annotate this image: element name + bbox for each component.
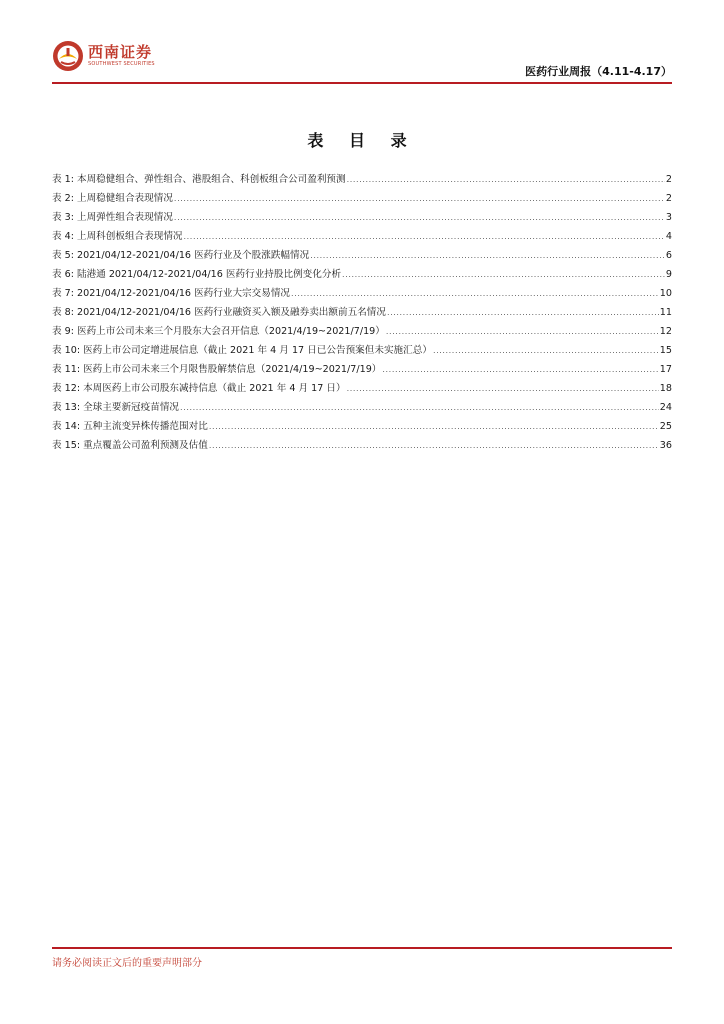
toc-leader-dots bbox=[342, 265, 665, 284]
toc-leader-dots bbox=[184, 227, 665, 246]
toc-entry[interactable] bbox=[52, 379, 672, 398]
toc-entry[interactable] bbox=[52, 303, 672, 322]
toc-entry-label: 表 1: bbox=[52, 174, 74, 185]
toc-entry[interactable] bbox=[52, 360, 672, 379]
toc-entry-text: 医药上市公司未来三个月限售股解禁信息（2021/4/19~2021/7/19） bbox=[83, 364, 382, 375]
toc-entry[interactable] bbox=[52, 189, 672, 208]
toc-entry-label: 表 2: bbox=[52, 193, 74, 204]
toc-leader-dots bbox=[291, 284, 659, 303]
toc-entry-text: 全球主要新冠疫苗情况 bbox=[83, 402, 180, 413]
toc-entry-text: 医药上市公司定增进展信息（截止 2021 年 4 月 17 日已公告预案但未实施汇总） bbox=[83, 345, 432, 356]
disclaimer-note: 请务必阅读正文后的重要声明部分 bbox=[52, 958, 202, 969]
toc-entry-text: 重点覆盖公司盈利预测及估值 bbox=[83, 440, 208, 451]
toc-leader-dots bbox=[180, 398, 659, 417]
toc-leader-dots bbox=[209, 417, 659, 436]
toc-entry-text: 2021/04/12-2021/04/16 医药行业大宗交易情况 bbox=[76, 288, 291, 299]
header-divider bbox=[52, 82, 672, 84]
toc-entry-page: 2 bbox=[665, 174, 672, 185]
toc-leader-dots bbox=[174, 189, 665, 208]
toc-entry[interactable] bbox=[52, 284, 672, 303]
toc-entry-label: 表 6: bbox=[52, 269, 74, 280]
footer-divider bbox=[52, 947, 672, 949]
toc-entry[interactable] bbox=[52, 208, 672, 227]
toc-entry[interactable] bbox=[52, 436, 672, 455]
toc-entry-page: 2 bbox=[665, 193, 672, 204]
toc-entry-text: 陆港通 2021/04/12-2021/04/16 医药行业持股比例变化分析 bbox=[76, 269, 342, 280]
table-of-tables bbox=[52, 170, 672, 455]
toc-entry[interactable] bbox=[52, 322, 672, 341]
toc-leader-dots bbox=[433, 341, 659, 360]
toc-entry[interactable] bbox=[52, 227, 672, 246]
toc-entry-label: 表 3: bbox=[52, 212, 74, 223]
toc-entry-label: 表 15: bbox=[52, 440, 81, 451]
toc-entry-label: 表 14: bbox=[52, 421, 81, 432]
toc-entry-text: 五种主流变异株传播范围对比 bbox=[83, 421, 208, 432]
toc-entry[interactable] bbox=[52, 265, 672, 284]
toc-entry-label: 表 9: bbox=[52, 326, 74, 337]
toc-leader-dots bbox=[209, 436, 659, 455]
toc-entry-label: 表 12: bbox=[52, 383, 81, 394]
toc-entry-text: 本周医药上市公司股东减持信息（截止 2021 年 4 月 17 日） bbox=[83, 383, 346, 394]
logo-english-name: SOUTHWEST SECURITIES bbox=[88, 61, 155, 67]
toc-entry[interactable] bbox=[52, 246, 672, 265]
logo-chinese-name: 西南证券 bbox=[88, 43, 153, 61]
toc-leader-dots bbox=[174, 208, 665, 227]
toc-entry-text: 上周科创板组合表现情况 bbox=[76, 231, 183, 242]
toc-entry[interactable] bbox=[52, 341, 672, 360]
toc-entry-page: 15 bbox=[659, 345, 672, 356]
toc-entry-page: 12 bbox=[659, 326, 672, 337]
page-header bbox=[52, 38, 672, 82]
report-title: 医药行业周报（4.11-4.17） bbox=[525, 65, 672, 78]
toc-leader-dots bbox=[347, 170, 665, 189]
toc-entry-text: 医药上市公司未来三个月股东大会召开信息（2021/4/19~2021/7/19） bbox=[76, 326, 385, 337]
toc-entry-label: 表 7: bbox=[52, 288, 74, 299]
toc-entry-text: 2021/04/12-2021/04/16 医药行业融资买入额及融券卖出额前五名情况 bbox=[76, 307, 386, 318]
toc-entry-text: 本周稳健组合、弹性组合、港股组合、科创板组合公司盈利预测 bbox=[76, 174, 346, 185]
toc-entry-page: 10 bbox=[659, 288, 672, 299]
toc-entry-page: 18 bbox=[659, 383, 672, 394]
toc-entry-text: 2021/04/12-2021/04/16 医药行业及个股涨跌幅情况 bbox=[76, 250, 310, 261]
company-logo bbox=[52, 40, 212, 74]
toc-entry[interactable] bbox=[52, 417, 672, 436]
toc-entry-page: 11 bbox=[659, 307, 672, 318]
toc-leader-dots bbox=[310, 246, 665, 265]
toc-entry-page: 6 bbox=[665, 250, 672, 261]
toc-entry-page: 9 bbox=[665, 269, 672, 280]
toc-entry-page: 3 bbox=[665, 212, 672, 223]
toc-entry-label: 表 11: bbox=[52, 364, 81, 375]
toc-leader-dots bbox=[387, 303, 659, 322]
toc-entry-label: 表 10: bbox=[52, 345, 81, 356]
toc-title: 表 目 录 bbox=[307, 131, 417, 150]
toc-leader-dots bbox=[347, 379, 659, 398]
toc-entry-page: 24 bbox=[659, 402, 672, 413]
toc-entry-label: 表 13: bbox=[52, 402, 81, 413]
toc-entry-text: 上周弹性组合表现情况 bbox=[76, 212, 173, 223]
toc-entry[interactable] bbox=[52, 398, 672, 417]
logo-emblem-icon bbox=[52, 40, 84, 72]
toc-entry-page: 4 bbox=[665, 231, 672, 242]
toc-entry-text: 上周稳健组合表现情况 bbox=[76, 193, 173, 204]
toc-leader-dots bbox=[382, 360, 658, 379]
toc-entry-page: 36 bbox=[659, 440, 672, 451]
toc-entry-label: 表 5: bbox=[52, 250, 74, 261]
toc-entry-page: 25 bbox=[659, 421, 672, 432]
toc-entry-page: 17 bbox=[659, 364, 672, 375]
toc-leader-dots bbox=[386, 322, 659, 341]
toc-entry-label: 表 8: bbox=[52, 307, 74, 318]
toc-entry-label: 表 4: bbox=[52, 231, 74, 242]
toc-entry[interactable] bbox=[52, 170, 672, 189]
